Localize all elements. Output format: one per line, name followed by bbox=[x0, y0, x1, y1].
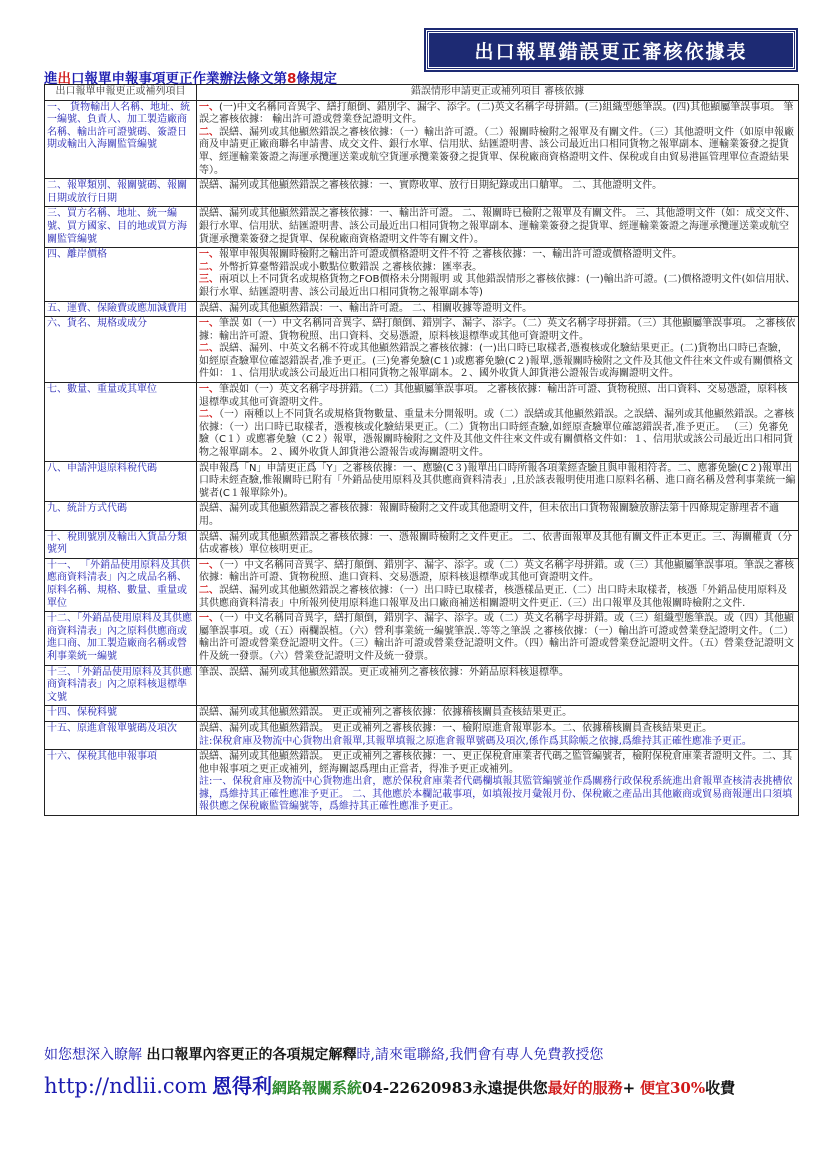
row-category: 十五、原進倉報單號碼及項次 bbox=[45, 721, 197, 749]
table-row bbox=[45, 383, 799, 462]
table-row bbox=[45, 706, 799, 722]
criteria-text: （一）中文名稱同音異字，繕打顛倒，錯別字、漏字、添字。或（二）英文名稱字母拼錯。或（三）組織型態筆誤。或（四）其他顯屬筆誤事項。或（五）兩欄誤植。（六）營利事業統一編號筆誤..等等之筆誤 之審核依據：（一）輸出許可證或營業登記證明文件。（二）輸出許可證或營業登記證明文件。（三）輸出許可證或營業登記證明文件。（四）輸出許可證或營業登記證明文件。（五）營業登記證明文件及統一發票。（六）營業登記證明文件及統一發票。 bbox=[199, 613, 794, 662]
heading-part-5: 條規定 bbox=[296, 71, 337, 87]
system-name: 網路報關系統 bbox=[271, 1079, 362, 1097]
table-row bbox=[45, 502, 799, 530]
discount: 便宜30% bbox=[639, 1079, 706, 1097]
promo-line bbox=[44, 1070, 735, 1099]
criteria-line bbox=[199, 409, 796, 459]
row-criteria bbox=[197, 612, 799, 665]
table-row bbox=[45, 317, 799, 383]
table-row bbox=[45, 179, 799, 207]
item-marker: 二、 bbox=[199, 126, 219, 138]
website-link[interactable]: http://ndlii.com bbox=[44, 1074, 208, 1098]
item-marker: 一、 bbox=[199, 318, 219, 330]
criteria-line bbox=[199, 463, 796, 501]
header-left: 出口報單申報更正或補列項目 bbox=[45, 85, 197, 101]
criteria-text: 筆誤如（一）英文名稱字母拼錯。（二）其他顯屬筆誤事項。 之審核依據：輸出許可證、貨物稅照、出口資料、交易憑證，原料核退標準或其他可資證明文件。 bbox=[199, 384, 788, 408]
table-row bbox=[45, 665, 799, 706]
best-service: 最好的服務 bbox=[547, 1079, 623, 1097]
criteria-text: 誤繕、漏列或其他顯然錯誤。 更正或補列之審核依據：依據稽核關員查核結果更正。 bbox=[199, 707, 573, 719]
item-marker: 一、 bbox=[199, 249, 219, 261]
contact-note bbox=[44, 1044, 603, 1064]
row-category: 六、貨名、規格或成分 bbox=[45, 317, 197, 383]
item-marker: 一、 bbox=[199, 559, 219, 571]
item-marker: 二、 bbox=[199, 261, 219, 273]
criteria-text: (一)中文名稱同音異字、繕打顛倒、錯別字、漏字、添字。(二)英文名稱字母拼錯。(三)組織型態筆誤。(四)其他顯屬筆誤事項。 筆誤之審核依據： 輸出許可證或營業登記證明文件。 bbox=[199, 101, 794, 126]
row-criteria bbox=[197, 558, 799, 611]
table-row bbox=[45, 530, 799, 558]
row-category: 十三、「外銷品使用原料及其供應商資料清表」內之原料核退標準文號 bbox=[45, 665, 197, 706]
criteria-text: 誤繕、漏列或其他顯然錯誤：一、輸出許可證。 二、相關收據等證明文件。 bbox=[199, 302, 533, 314]
row-criteria bbox=[197, 248, 799, 301]
criteria-text: 報單申報與報關時檢附之輸出許可證或價格證明文件不符 之審核依據：一、輸出許可證或價格證明文件。 bbox=[219, 249, 683, 261]
table-row bbox=[45, 721, 799, 749]
criteria-text: 誤繕、漏列、中英文名稱不符或其他顯然錯誤之審核依據：(一)出口時已取樣者,憑複核或化驗結果更正。(二)貨物出口時已查驗，如經原查驗單位確認錯誤者,准予更正。(三)免審免驗(C１)或應審免驗(C２)報單,憑報關時檢附之文件及其他文件往來文件或有關價格文件如：１、信用狀或該公司最近出口相同貨物之報單副本。２、國外收貨人卸貨港公證報告或海關證明文件。 bbox=[199, 343, 793, 380]
row-criteria bbox=[197, 383, 799, 462]
criteria-text: 誤繕、漏列或其他顯然錯誤。 更正或補列之審核依據：一、檢附原進倉報單影本。二、依據稽核關員查核結果更正。 bbox=[199, 722, 713, 734]
criteria-text: （一）兩種以上不同貨名或規格貨物數量、重量未分開報明。或（二）誤繕或其他顯然錯誤。之誤繕、漏列或其他顯然錯誤。之審核依據：（一）出口時已取樣者，憑複核或化驗結果更正。（二）貨物出口時經查驗,如經原查驗單位確認錯誤者,准予更正。 （三）免審免驗（C１）或應審免驗（C２）報單，憑報關時檢附之文件及其他文件往來文件或有關價格文件如：１、信用狀或該公司最近出口相同貨物之報單副本。２、國外收貨人卸貨港公證報告或海關證明文件。 bbox=[199, 409, 794, 459]
criteria-text: 筆誤 如（一）中文名稱同音異字、繕打顛倒、錯別字、漏字、添字。（二）英文名稱字母拼錯。（三）其他顯屬筆誤事項。 之審核依據：輸出許可證、貨物稅照、出口資料、交易憑證，原料核退標準或其他可資證明文件。 bbox=[199, 318, 796, 342]
criteria-line bbox=[199, 303, 796, 316]
criteria-text: 誤繕、漏列或其他顯然錯誤之審核依據：報關時檢附之文件或其他證明文件，但未依出口貨物報關驗放辦法第十四條規定辦理者不適用。 bbox=[199, 503, 779, 527]
criteria-line bbox=[199, 127, 796, 177]
criteria-text: 誤繕、漏列或其他顯然錯誤之審核依據：（一）輸出許可證。（二）報關時檢附之報單及有關文件。（三）其他證明文件（如原申報廠商及申請更正廠商聯名申請書、成交文件、銀行水單、信用狀、結匯證明書、該公司最近出口相同貨物之報單副本、運輸業簽發之提貨單、經運輸業簽證之海運承攬運送業或航空貨運承攬業簽發之提貨單、保稅廠商資格證明文件、保稅或自由貿易港區管理單位查證結果等）。 bbox=[199, 126, 794, 176]
row-category: 五、運費、保險費或應加減費用 bbox=[45, 301, 197, 317]
criteria-line bbox=[199, 613, 796, 663]
row-criteria bbox=[197, 706, 799, 722]
criteria-text: 誤繕、漏列或其他顯然錯誤。 更正或補列之審核依據：一、更正保稅倉庫業者代碼之監管編號者，檢附保稅倉庫業者證明文件。二、其他申報事項之更正或補列，經海關認爲理由正當者，得准予更正或補列。 bbox=[199, 751, 793, 775]
row-category: 十、稅則號別及輸出入貨品分類號列 bbox=[45, 530, 197, 558]
item-marker: 一、 bbox=[199, 101, 219, 113]
item-marker: 二、 bbox=[199, 343, 219, 355]
contact-note-b: 出口報單內容更正的各項規定解釋 bbox=[146, 1047, 357, 1063]
criteria-text: （一）中文名稱同音異字、繕打顛倒、錯別字、漏字、添字。或（二）英文名稱字母拼錯。或（三）其他顯屬筆誤事項。筆誤之審核依據：輸出許可證、貨物稅照、進口資料、交易憑證，原料核退標準或其他可資證明文件。 bbox=[199, 559, 794, 584]
row-category: 三、買方名稱、地址、統一編號、買方國家、目的地或買方海關監管編號 bbox=[45, 207, 197, 248]
plus-sign: + bbox=[622, 1079, 636, 1097]
row-category: 十一、 「外銷品使用原料及其供應商資料清表」內之成品名稱、原料名稱、規格、數量、重量或單位 bbox=[45, 558, 197, 611]
brand-name: 恩得利 bbox=[211, 1074, 272, 1098]
row-category: 一、 貨物輸出人名稱、地址、統一編號、負責人、加工製造廠商名稱、輸出許可證號碼、簽證日期或輸出入海關監管編號 bbox=[45, 100, 197, 179]
row-criteria bbox=[197, 502, 799, 530]
heading-part-1: 進 bbox=[44, 71, 58, 87]
row-criteria bbox=[197, 317, 799, 383]
criteria-text: 誤繕、漏列或其他顯然錯誤之審核依據：一、憑報關時檢附之文件更正。 二、依書面報單及其他有關文件正本更正。三、海關權責（分估或審核）單位核明更正。 bbox=[199, 531, 793, 556]
criteria-text: 誤繕、漏列或其他顯然錯誤之審核依據：一、實際收單、放行日期紀錄或出口艙單。 二、其他證明文件。 bbox=[199, 180, 663, 192]
row-criteria bbox=[197, 530, 799, 558]
item-marker: 一、 bbox=[199, 613, 219, 625]
criteria-text: 註:保稅倉庫及物流中心貨物出倉報單,其報單填報之原進倉報單號碼及項次,係作爲其除帳之依據,爲維持其正確性應准予更正。 bbox=[199, 735, 752, 747]
phone-number: 04-22620983永遠提供您 bbox=[361, 1079, 548, 1097]
criteria-line bbox=[199, 102, 796, 127]
criteria-line bbox=[199, 343, 796, 381]
criteria-line bbox=[199, 532, 796, 557]
heading-part-2: 出 bbox=[57, 71, 71, 87]
criteria-line bbox=[199, 736, 796, 749]
table-row bbox=[45, 612, 799, 665]
criteria-text: 筆誤、誤繕、漏列或其他顯然錯誤。更正或補列之審核依據：外銷品原料核退標準。 bbox=[199, 666, 569, 678]
table-row bbox=[45, 750, 799, 816]
row-category: 十六、保稅其他申報事項 bbox=[45, 750, 197, 816]
criteria-line bbox=[199, 318, 796, 343]
row-category: 二、報單類別、報關號碼、報關日期或放行日期 bbox=[45, 179, 197, 207]
item-marker: 二、 bbox=[199, 584, 219, 596]
criteria-text: 誤繕、漏列或其他顯然錯誤之審核依據：（一）出口時已取樣者，核憑樣品更正.（二）出口時未取樣者，核憑「外銷品使用原料及其供應商資料清表」中所報列使用原料進口報單及出口廠商補送相關證明文件更正.（三）出口報單及其他報關時檢附之文件. bbox=[199, 584, 788, 609]
table-row bbox=[45, 461, 799, 502]
row-criteria bbox=[197, 100, 799, 179]
row-category: 四、離岸價格 bbox=[45, 248, 197, 301]
row-category: 十四、保稅料號 bbox=[45, 706, 197, 722]
review-criteria-table bbox=[44, 84, 799, 816]
table-row bbox=[45, 207, 799, 248]
table-row bbox=[45, 248, 799, 301]
criteria-text: 外幣折算臺幣錯誤或小數點位數錯誤 之審核依據：匯率表。 bbox=[219, 261, 483, 273]
criteria-line bbox=[199, 667, 796, 680]
criteria-text: 註:一、保稅倉庫及物流中心貨物進出倉，應於保稅倉庫業者代碼欄填報其監管編號並作爲關務行政保稅系統進出倉報單查核清表挑槽依據，爲維持其正確性應准予更正。 二、其他應於本欄記載事項，如填報按月彙報月份、保稅廠之產品出其他廠商或貿易商報運出口須填報供應之保稅廠監管編號等，爲維持其正確性應准予更正。 bbox=[199, 776, 793, 813]
criteria-line bbox=[199, 180, 796, 193]
criteria-text: 兩項以上不同貨名或規格貨物之FOB價格未分開報明 或 其他錯誤情形之審核依據：(一)輸出許可證。(二)價格證明文件(如信用狀、銀行水單、結匯證明書、該公司最近出口相同貨物之報單副本等) bbox=[199, 274, 796, 298]
criteria-line bbox=[199, 723, 796, 736]
item-marker: 一、 bbox=[199, 384, 219, 396]
table-row bbox=[45, 301, 799, 317]
row-category: 八、申請沖退原料稅代碼 bbox=[45, 461, 197, 502]
row-criteria bbox=[197, 179, 799, 207]
row-criteria bbox=[197, 301, 799, 317]
contact-note-a: 如您想深入瞭解 bbox=[44, 1047, 142, 1063]
table-row bbox=[45, 558, 799, 611]
criteria-line bbox=[199, 384, 796, 409]
banner-title: 出口報單錯誤更正審核依據表 bbox=[426, 30, 796, 70]
criteria-line bbox=[199, 274, 796, 299]
row-category: 七、數量、重量或其單位 bbox=[45, 383, 197, 462]
row-criteria bbox=[197, 665, 799, 706]
criteria-line bbox=[199, 262, 796, 275]
criteria-line bbox=[199, 751, 796, 776]
criteria-line bbox=[199, 776, 796, 814]
heading-part-4: 8 bbox=[287, 71, 297, 87]
contact-note-c: 時,請來電聯絡,我們會有專人免費教授您 bbox=[356, 1047, 604, 1063]
header-right: 錯誤情形申請更正或補列項目 審核依據 bbox=[197, 85, 799, 101]
row-category: 十二、「外銷品使用原料及其供應商資料清表」內之原料供應商或進口商、加工製造廠商名稱或營利事業統一編號 bbox=[45, 612, 197, 665]
row-criteria bbox=[197, 721, 799, 749]
table-row bbox=[45, 100, 799, 179]
criteria-line bbox=[199, 208, 796, 246]
criteria-line bbox=[199, 707, 796, 720]
criteria-text: 誤繕、漏列或其他顯然錯誤之審核依據：一、輸出許可證。 二、報關時已檢附之報單及有關文件。 三、其他證明文件（如：成交文件、銀行水單、信用狀、結匯證明書、該公司最近出口相同貨物之報單副本、運輸業簽發之提貨單、經運輸業簽證之海運承攬運送業或航空貨運承攬業簽發之提貨單、保稅廠商資格證明文件等有關文件）。 bbox=[199, 208, 796, 245]
item-marker: 三、 bbox=[199, 274, 219, 286]
heading-part-3: 口報單申報事項更正作業辦法條文第 bbox=[71, 71, 287, 87]
criteria-line bbox=[199, 249, 796, 262]
criteria-text: 誤申報爲「N」申請更正爲「Y」之審核依據：一、應驗(C３)報單出口時所報各項業經查驗且與申報相符者。二、應審免驗(C２)報單出口時未經查驗,惟報關時已附有「外銷品使用原料及其供應商資料清表」,且於該表報明使用進口原料名稱、進口商名稱及營利事業統一編號者(C１報單除外)。 bbox=[199, 462, 796, 499]
criteria-line bbox=[199, 585, 796, 610]
item-marker: 二、 bbox=[199, 409, 219, 421]
fee-label: 收費 bbox=[705, 1079, 736, 1097]
row-criteria bbox=[197, 461, 799, 502]
row-criteria bbox=[197, 207, 799, 248]
row-criteria bbox=[197, 750, 799, 816]
table-header-row bbox=[45, 85, 799, 101]
criteria-line bbox=[199, 560, 796, 585]
criteria-line bbox=[199, 503, 796, 528]
row-category: 九、統計方式代碼 bbox=[45, 502, 197, 530]
